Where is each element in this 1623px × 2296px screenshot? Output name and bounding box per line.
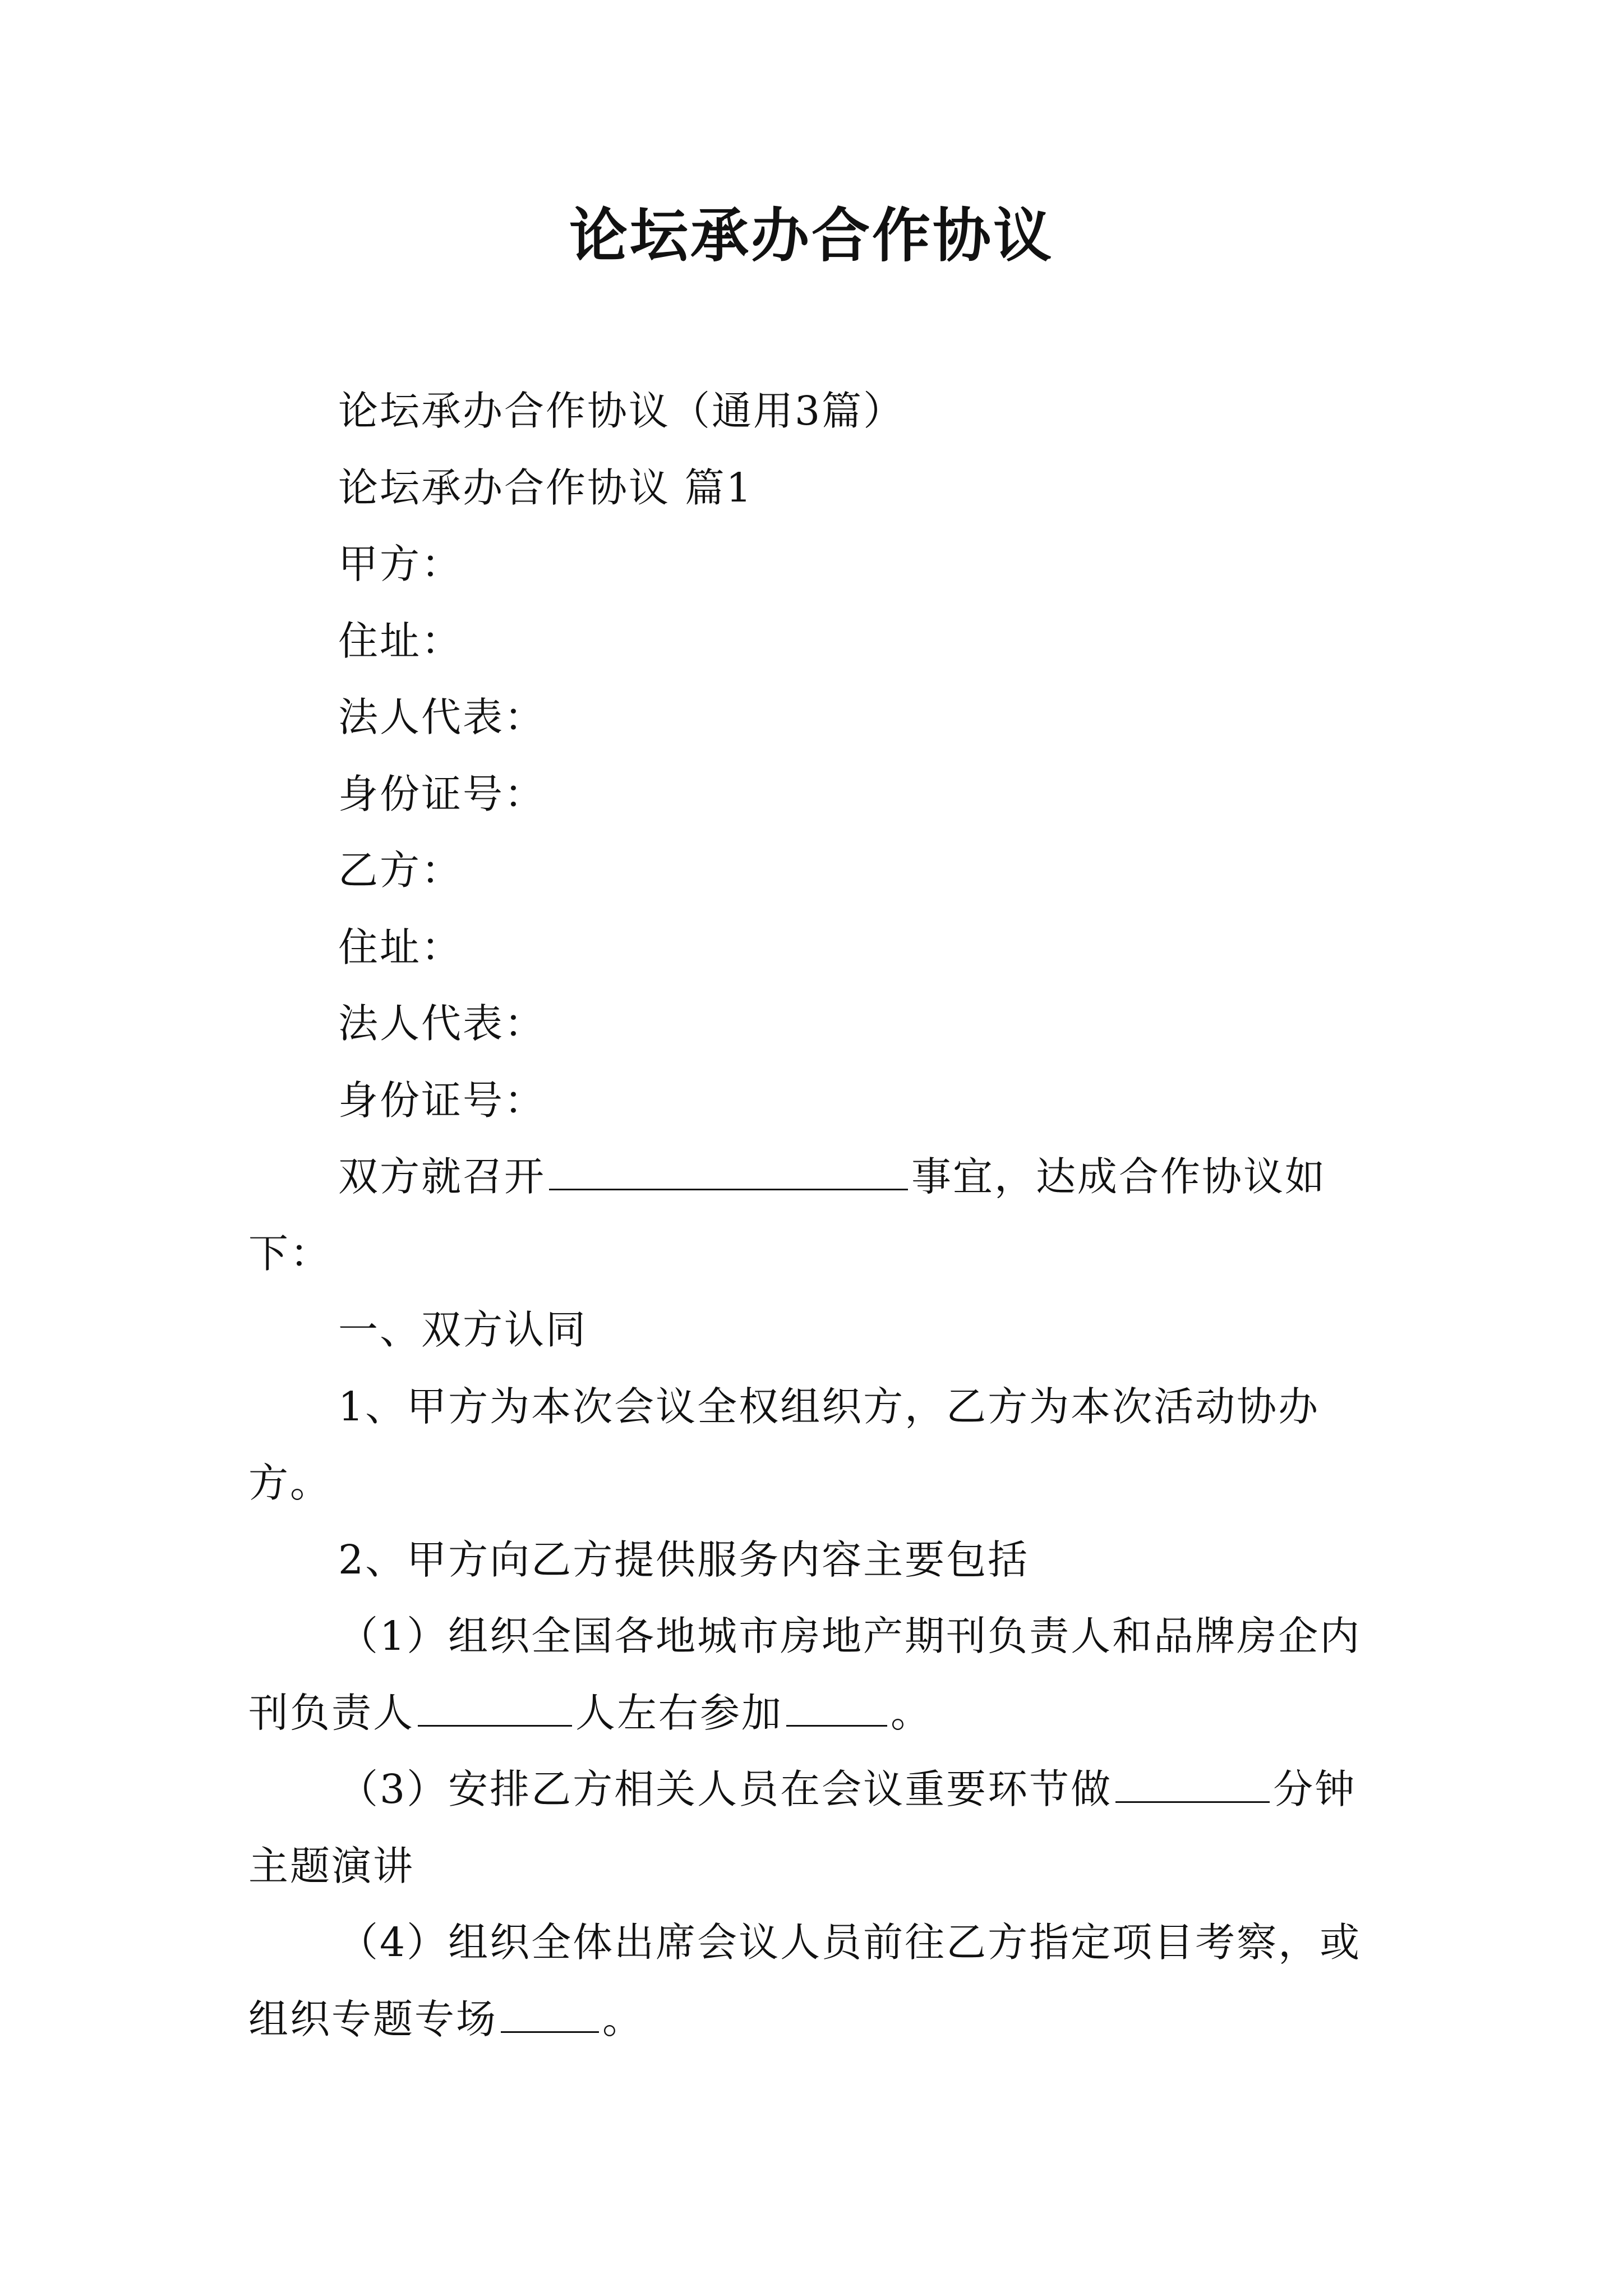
sub-1-part2: 人左右参加	[575, 1689, 783, 1736]
blank-line	[549, 1155, 908, 1190]
item-2: 2、甲方向乙方提供服务内容主要包括	[338, 1536, 1030, 1583]
party-a-label: 甲方：	[338, 541, 463, 587]
sub-item-4	[248, 1904, 1381, 2058]
subtitle: 论坛承办合作协议（通用3篇）	[338, 388, 905, 434]
sub-4-part1: （4）组织全体出席会议人员前往乙方指定项目考察，或组织专题专场	[248, 1919, 1362, 2042]
sub-3-part1: （3）安排乙方相关人员在会议重要环节做	[338, 1766, 1113, 1812]
party-a-id-number: 身份证号：	[338, 770, 546, 817]
clause-1-heading: 一、双方认同	[338, 1306, 588, 1353]
section-heading: 论坛承办合作协议 篇1	[338, 464, 753, 511]
document-body	[248, 373, 1381, 2058]
intro-after: 事宜，达成合作协议如下：	[248, 1153, 1327, 1277]
item-1: 1、甲方为本次会议全权组织方，乙方为本次活动协办方。	[248, 1383, 1320, 1506]
blank-line	[786, 1691, 887, 1727]
sub-item-1	[248, 1598, 1381, 1751]
party-b-legal-rep: 法人代表：	[338, 1000, 546, 1047]
party-a-address: 住址：	[338, 617, 463, 664]
party-b-address: 住址：	[338, 923, 463, 970]
party-a-legal-rep: 法人代表：	[338, 694, 546, 740]
blank-line	[418, 1691, 572, 1727]
sub-3-part2: 分钟主题演讲	[248, 1766, 1357, 1889]
sub-4-part2: 。	[602, 1995, 644, 2042]
sub-1-part3: 。	[891, 1689, 933, 1736]
document-title: 论坛承办合作协议	[569, 201, 1054, 270]
blank-line	[1115, 1768, 1270, 1803]
party-b-id-number: 身份证号：	[338, 1076, 546, 1124]
blank-line	[501, 1998, 599, 2033]
sub-1-part1: （1）组织全国各地城市房地产期刊负责人和品牌房企内刊负责人	[248, 1613, 1362, 1736]
party-b-label: 乙方：	[338, 847, 463, 894]
intro-before: 双方就召开	[338, 1153, 546, 1200]
sub-item-3	[248, 1751, 1381, 1904]
intro-paragraph	[248, 1139, 1381, 1292]
